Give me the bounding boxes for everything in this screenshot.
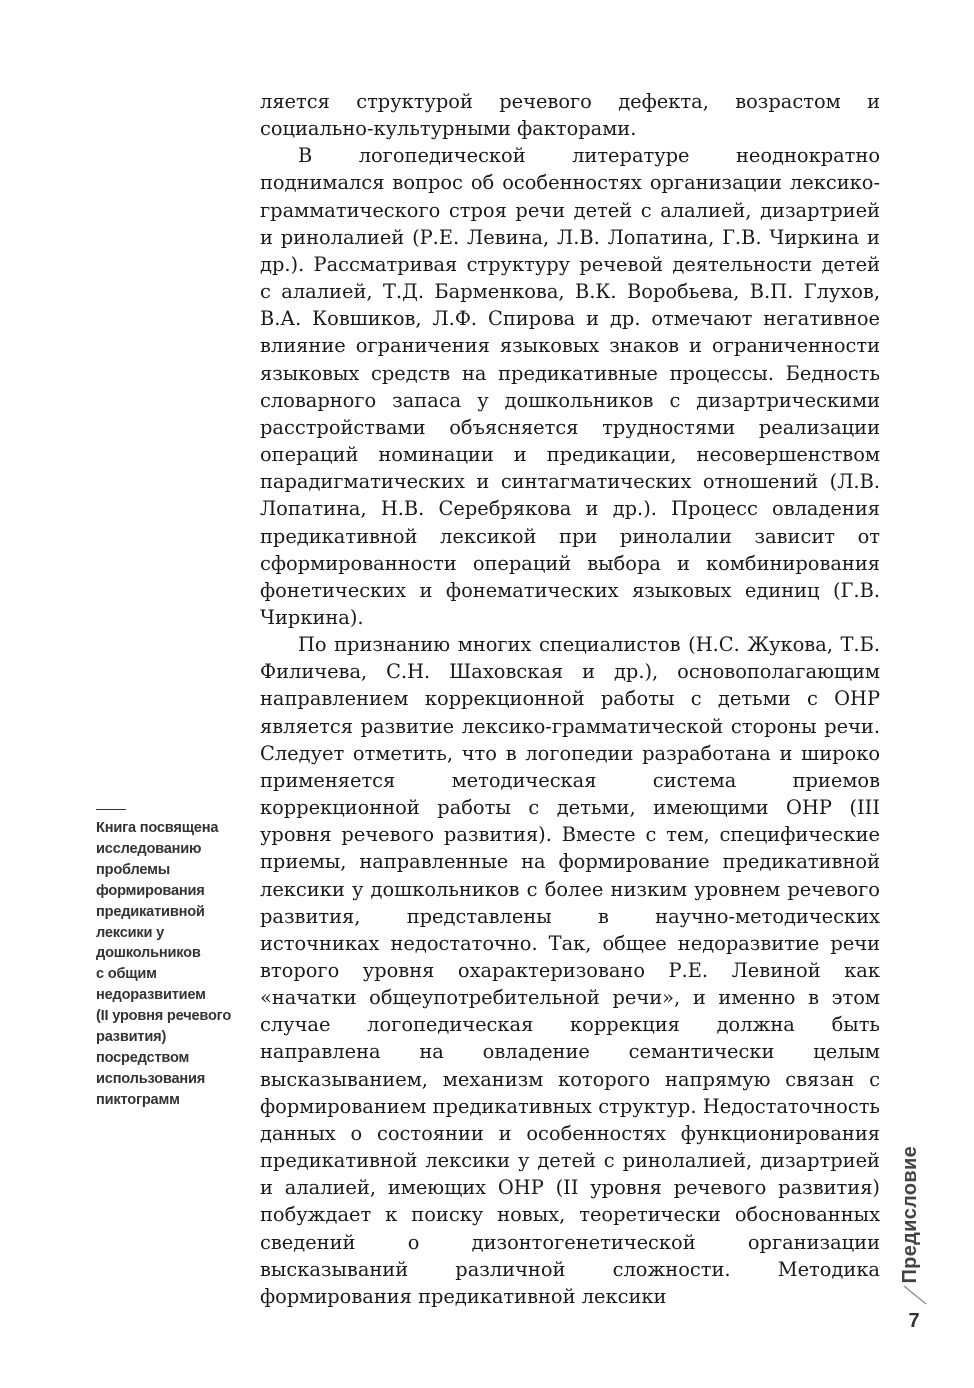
running-head-title: Предисловие	[898, 1146, 921, 1284]
sidenote-line: с общим	[96, 966, 157, 983]
paragraph-2: В логопедической литературе неоднократно поднимался вопрос об особенностях организации лексико-грамматического строя речи детей с алалией, дизартрией и ринолалией (Р.Е. Левина, Л.В. Лопатина, Г.В. Чиркина и др.). Рассматривая структуру речевой деятельности детей с алалией, Т.Д. Барменкова, В.К. Воробьева, В.П. Глухов, В.А. Ковшиков, Л.Ф. Спирова и др. отмечают негативное влияние ограничения языковых знаков и ограниченности языковых средств на предикативные процессы. Бедность словарного запаса у дошкольников с дизартрическими расстройствами объясняется трудностями реализации операций номинации и предикации, несовершенством парадигматических и синтагматических отношений (Л.В. Лопатина, Н.В. Серебрякова и др.). Процесс овладения предикативной лексикой при ринолалии зависит от сформированности операций выбора и комбинирования фонетических и фонематических языковых единиц (Г.В. Чиркина).	[260, 144, 880, 629]
sidenote-line: использования	[96, 1070, 206, 1087]
sidenote-line: проблемы	[96, 861, 170, 878]
sidenote-line: посредством	[96, 1049, 190, 1066]
sidenote	[96, 818, 256, 1111]
sidenote-line: исследованию	[96, 840, 202, 857]
sidenote-line: пиктограмм	[96, 1091, 180, 1108]
body-text	[260, 88, 880, 1310]
sidenote-line: предикативной	[96, 903, 205, 920]
sidenote-line: лексики у	[96, 924, 165, 941]
sidenote-line: недоразвитием	[96, 987, 206, 1004]
sidenote-line: (II уровня речевого	[96, 1008, 232, 1025]
sidenote-line: Книга посвящена	[96, 820, 219, 836]
paragraph-1: ляется структурой речевого дефекта, возрастом и социально-культурными факторами.	[260, 90, 880, 141]
page-number: 7	[908, 1310, 920, 1332]
running-head	[888, 1140, 932, 1290]
sidenote-rule	[96, 809, 126, 810]
paragraph-3: По признанию многих специалистов (Н.С. Жукова, Т.Б. Филичева, С.Н. Шаховская и др.), основополагающим направлением коррекционной работы с детьми с ОНР является развитие лексико-грамматической стороны речи. Следует отметить, что в логопедии разработана и широко применяется методическая система приемов коррекционной работы с детьми, имеющими ОНР (III уровня речевого развития). Вместе с тем, специфические приемы, направленные на формирование предикативной лексики у дошкольников с более низким уровнем речевого развития, представлены в научно-методических источниках недостаточно. Так, общее недоразвитие речи второго уровня охарактеризовано Р.Е. Левиной как «начатки общеупотребительной речи», и именно в этом случае логопедическая коррекция должна быть направлена на овладение семантически целым высказыванием, механизм которого напрямую связан с формированием предикативных структур. Недостаточность данных о состоянии и особенностях функционирования предикативной лексики у детей с ринолалией, дизартрией и алалией, имеющих ОНР (II уровня речевого развития) побуждает к поиску новых, теоретически обоснованных сведений о дизонтогенетической организации высказываний различной сложности. Методика формирования предикативной лексики	[260, 633, 880, 1308]
sidenote-line: дошкольников	[96, 945, 201, 962]
sidenote-line: формирования	[96, 882, 205, 899]
folio-divider	[900, 1284, 930, 1306]
sidenote-line: развития)	[96, 1029, 167, 1046]
